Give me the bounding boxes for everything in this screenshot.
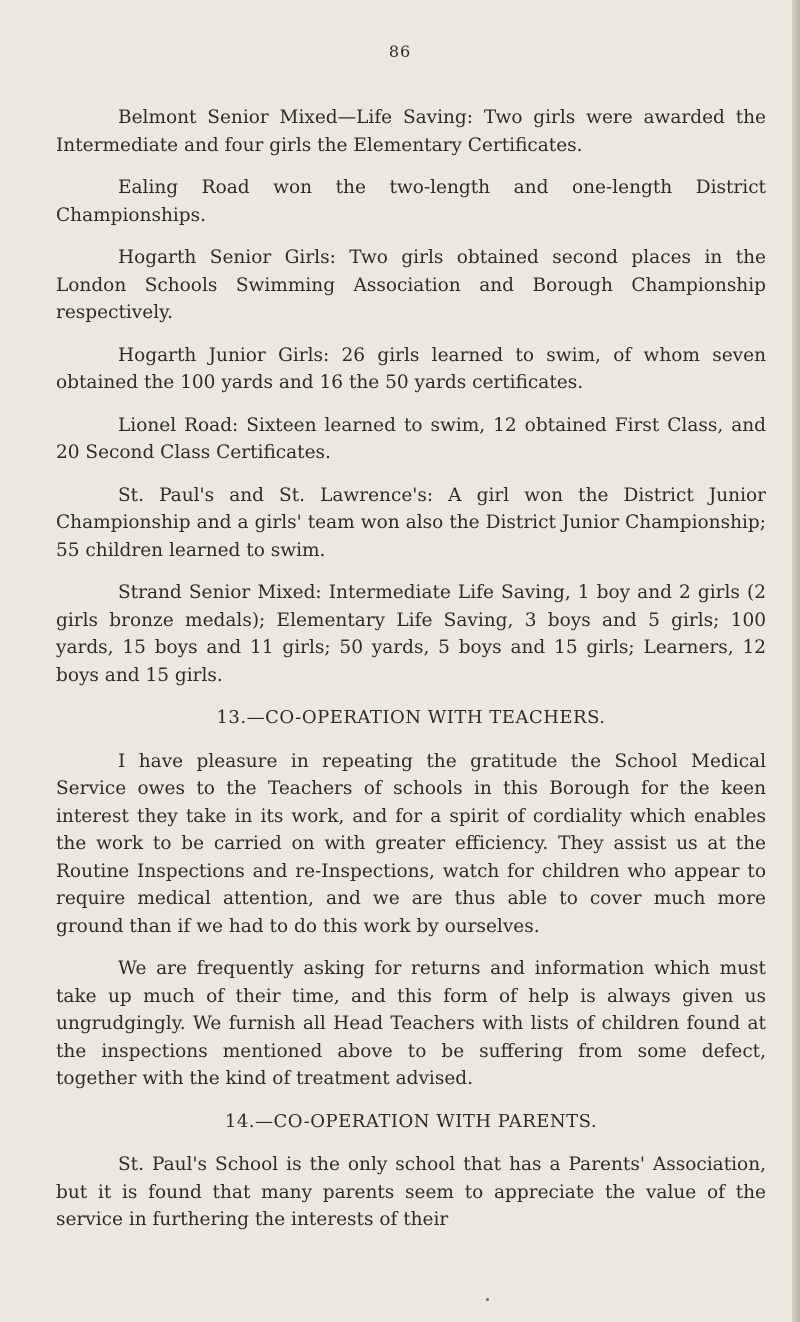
paragraph-hogarth-junior: Hogarth Junior Girls: 26 girls learned to swim, of whom seven obtained the 100 yards and 16 the 50 yards certificates. bbox=[56, 344, 766, 393]
paragraph-hogarth-senior: Hogarth Senior Girls: Two girls obtained second places in the London Schools Swimming Association and Borough Championship respectively. bbox=[56, 247, 766, 323]
paragraph-ealing-road: Ealing Road won the two-length and one-length District Championships. bbox=[56, 177, 766, 226]
page-body bbox=[56, 104, 766, 1249]
paragraph-teachers-gratitude: I have pleasure in repeating the gratitude the School Medical Service owes to the Teachers of schools in this Borough for the keen interest they take in its work, and for a spirit of cordiality which enables the work to be carried on with greater efficiency. They assist us at the Routine Inspections and re-Inspections, watch for children who appear to require medical attention, and we are thus able to cover much more ground than if we had to do this work by ourselves. bbox=[56, 750, 766, 937]
page-number: 86 bbox=[388, 42, 412, 61]
page-edge-shadow bbox=[792, 0, 800, 1322]
page-mark bbox=[486, 1298, 489, 1301]
section-heading-parents: 14.—CO-OPERATION WITH PARENTS. bbox=[224, 1110, 598, 1132]
section-heading-teachers: 13.—CO-OPERATION WITH TEACHERS. bbox=[216, 707, 606, 728]
paragraph-strand-senior: Strand Senior Mixed: Intermediate Life Saving, 1 boy and 2 girls (2 girls bronze medals); Elementary Life Saving, 3 boys and 5 girls; 100 yards, 15 boys and 11 girls; 50 yards, 5 boys and 15 girls; Learners, 12 boys and 15 girls. bbox=[56, 582, 766, 686]
paragraph-parents-association: St. Paul's School is the only school that has a Parents' Association, but it is found that many parents seem to appreciate the value of the service in furthering the interests of their bbox=[56, 1154, 766, 1230]
paragraph-teachers-returns: We are frequently asking for returns and information which must take up much of their time, and this form of help is always given us ungrudgingly. We furnish all Head Teachers with lists of children found at the inspections mentioned above to be suffering from some defect, together with the kind of treatment advised. bbox=[56, 958, 766, 1089]
paragraph-lionel-road: Lionel Road: Sixteen learned to swim, 12 obtained First Class, and 20 Second Class Certificates. bbox=[56, 414, 766, 463]
paragraph-st-pauls: St. Paul's and St. Lawrence's: A girl won the District Junior Championship and a girls' team won also the District Junior Championship; 55 children learned to swim. bbox=[56, 484, 766, 561]
paragraph-belmont: Belmont Senior Mixed—Life Saving: Two girls were awarded the Intermediate and four girls the Elementary Certificates. bbox=[56, 107, 766, 156]
